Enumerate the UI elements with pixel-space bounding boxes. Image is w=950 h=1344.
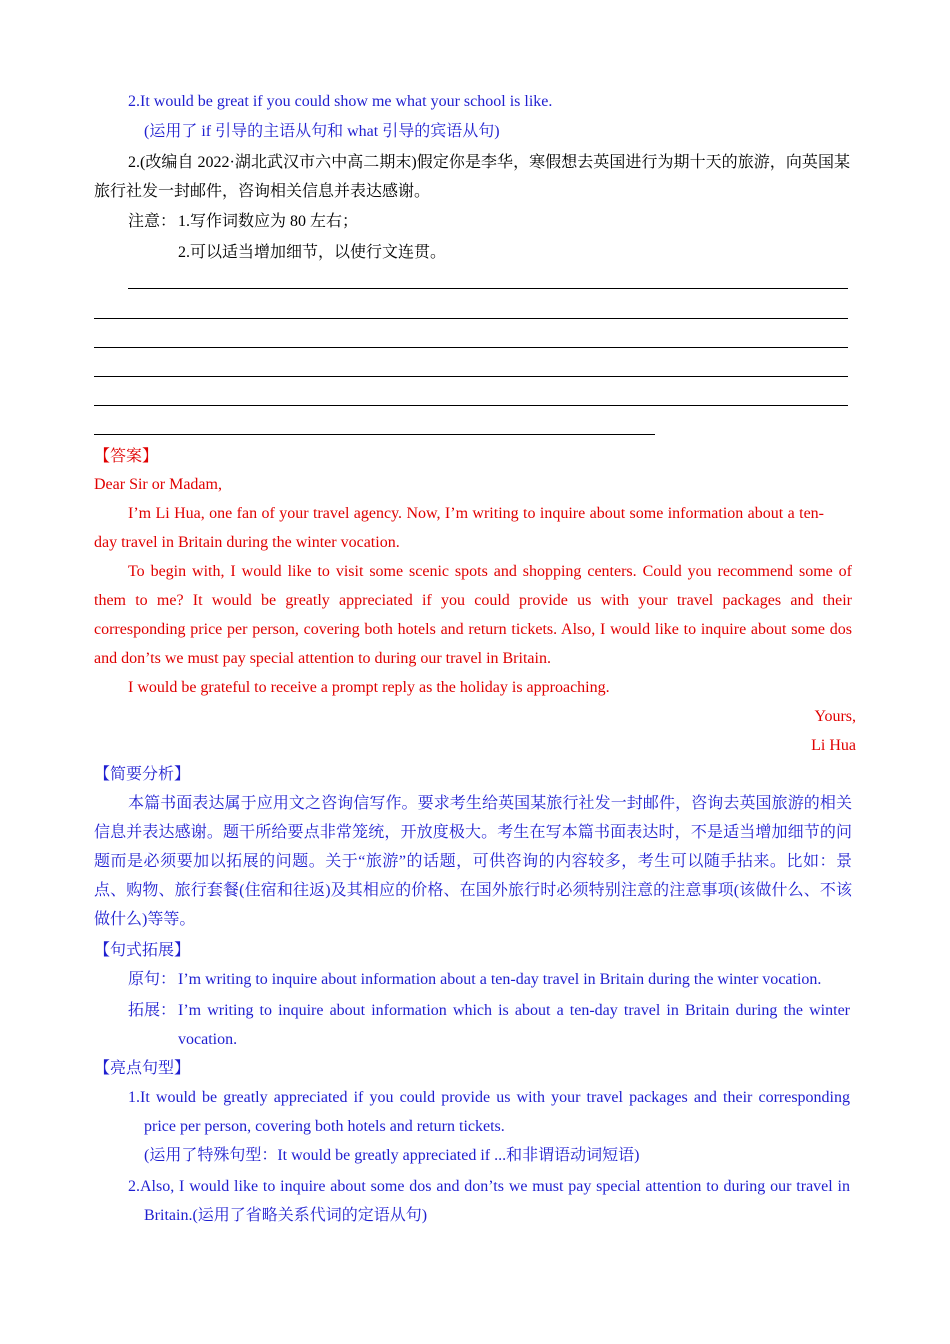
analysis-text: 本篇书面表达属于应用文之咨询信写作。要求考生给英国某旅行社发一封邮件，咨询去英国旅游的相关信息并表达感谢。题干所给要点非常笼统，开放度极大。考生在写本篇书面表达时，不是适当增加细节的问题而是必须要加以拓展的问题。关于“旅游”的话题，可供咨询的内容较多，考生可以随手拈来。比如：景点、购物、旅行套餐(住宿和往返)及其相应的价格、在国外旅行时必须特别注意的注意事项(该做什么、不该做什么)等等。 — [94, 795, 852, 928]
answer-line — [94, 405, 848, 406]
answer-paragraph-3: I would be grateful to receive a prompt reply as the holiday is approaching. — [128, 679, 610, 696]
answer-line — [94, 376, 848, 377]
highlights-header: 【亮点句型】 — [94, 1060, 191, 1077]
original-label: 原句： — [128, 971, 177, 988]
prev-item-2-note: (运用了 if 引导的主语从句和 what 引导的宾语从句) — [144, 123, 500, 140]
highlight-2: 2.Also, I would like to inquire about some dos and don’ts we must pay special attention to during our travel in Britain.(运用了省略关系代词的定语从句) — [128, 1178, 850, 1224]
answer-paragraph-2: To begin with, I would like to visit some scenic spots and shopping centers. Could you recommend some of them to me? It would be greatly appreciated if you could provide us with your travel packages and their corresponding price per person, covering both hotels and return tickets. Also, I would like to inquire about some dos and don’ts we must pay special attention to during our travel in Britain. — [94, 563, 852, 667]
extended-sentence: I’m writing to inquire about information which is about a ten-day travel in Britain during the winter vocation. — [178, 1002, 850, 1048]
highlight-1: 1.It would be greatly appreciated if you could provide us with your travel packages and their corresponding price per person, covering both hotels and return tickets. — [128, 1089, 850, 1135]
extended-label: 拓展： — [128, 1002, 177, 1019]
original-sentence: I’m writing to inquire about information about a ten-day travel in Britain during the winter vocation. — [178, 971, 822, 988]
answer-header: 【答案】 — [94, 448, 159, 465]
question-stem: 2.(改编自 2022·湖北武汉市六中高二期末)假定你是李华，寒假想去英国进行为期十天的旅游，向英国某旅行社发一封邮件，咨询相关信息并表达感谢。 — [94, 154, 850, 200]
highlight-1-note: (运用了特殊句型：It would be greatly appreciated if ...和非谓语动词短语) — [144, 1147, 640, 1164]
signature: Li Hua — [811, 737, 856, 754]
note-label: 注意： — [128, 213, 177, 230]
note-1: 1.写作词数应为 80 左右； — [178, 213, 359, 230]
answer-line — [94, 347, 848, 348]
prev-item-2: 2.It would be great if you could show me what your school is like. — [128, 93, 553, 110]
answer-line — [94, 318, 848, 319]
expansion-header: 【句式拓展】 — [94, 942, 191, 959]
answer-paragraph-1: I’m Li Hua, one fan of your travel agency. Now, I’m writing to inquire about some information about a ten-day travel in Britain during the winter vocation. — [94, 505, 824, 551]
answer-line — [94, 434, 655, 435]
closing: Yours, — [814, 708, 856, 725]
salutation: Dear Sir or Madam, — [94, 476, 222, 493]
analysis-header: 【简要分析】 — [94, 766, 191, 783]
answer-line — [128, 288, 848, 289]
note-2: 2.可以适当增加细节，以使行文连贯。 — [178, 244, 447, 261]
